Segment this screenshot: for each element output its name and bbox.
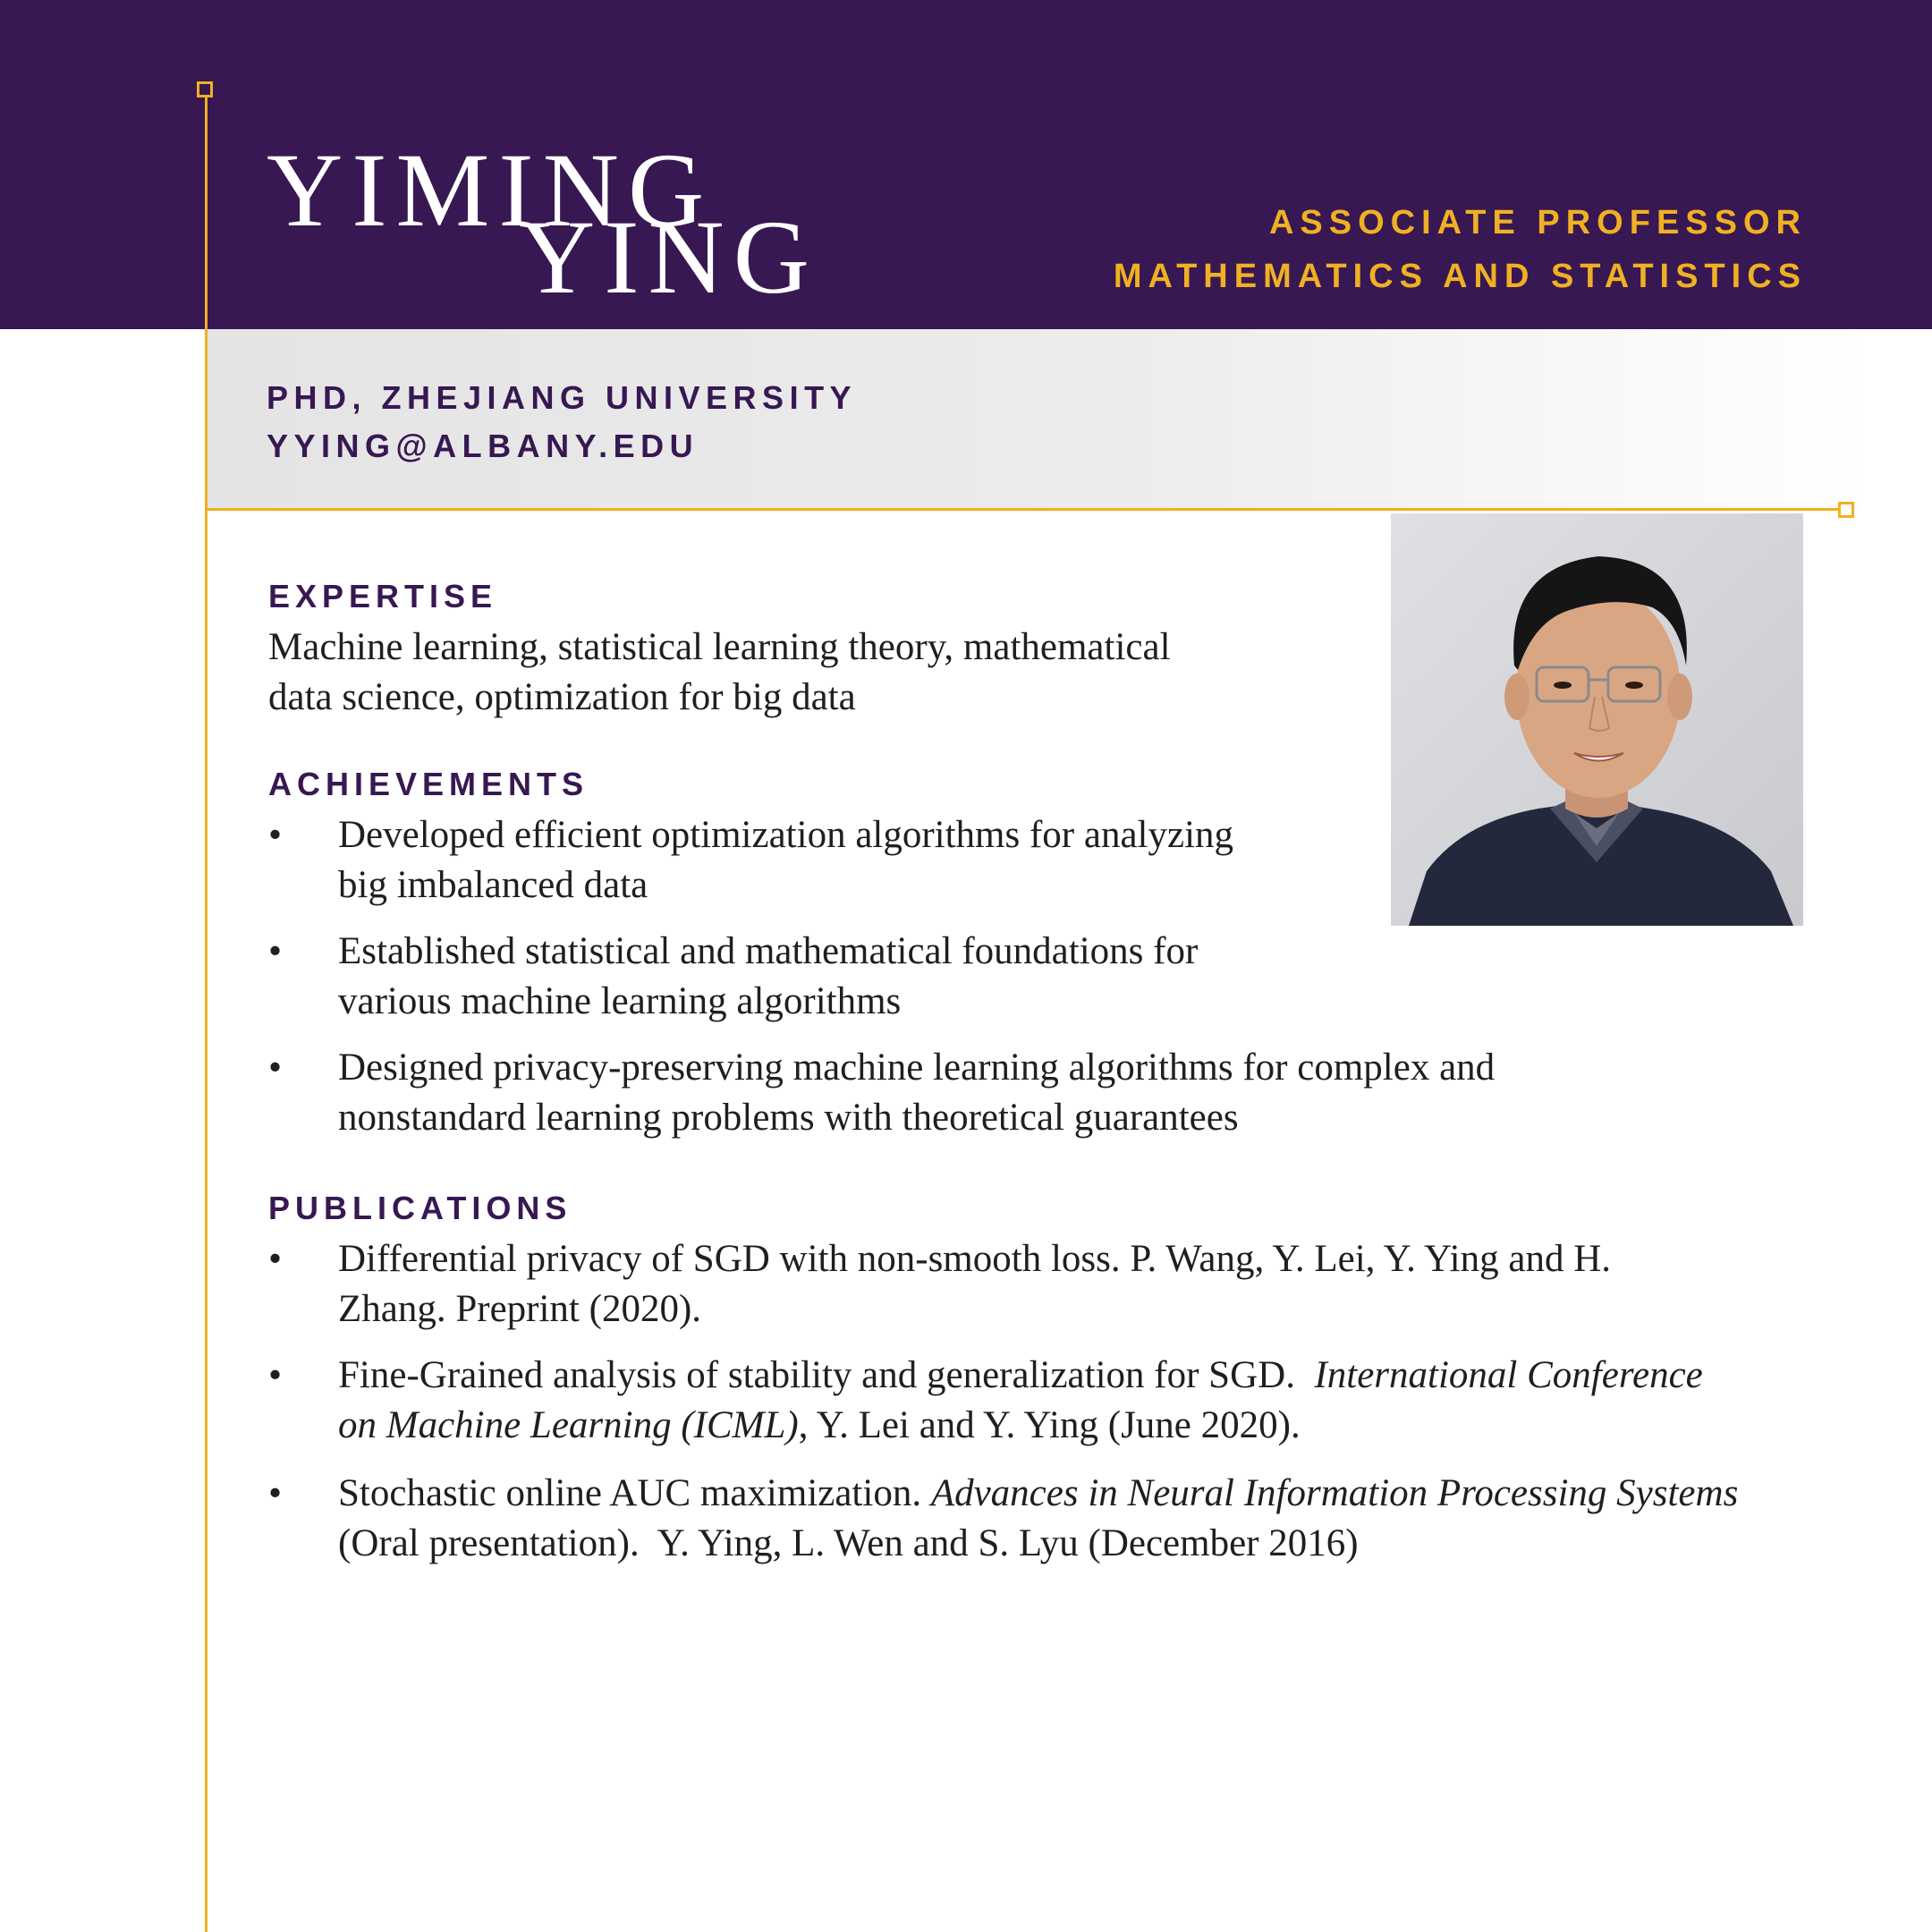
portrait-photo <box>1391 513 1803 926</box>
bullet-icon: • <box>268 1238 283 1280</box>
gold-horizontal-rule <box>205 508 1838 511</box>
achievement-item: Established statistical and mathematical foundations for various machine learning algorithms <box>338 930 1199 1022</box>
last-name: YING <box>519 199 818 316</box>
achievements-heading: ACHIEVEMENTS <box>268 766 589 802</box>
publication-item: Stochastic online AUC maximization. Advances in Neural Information Processing Systems (Oral presentation). Y. Ying, L. Wen and S. Lyu (December 2016) <box>338 1472 1739 1564</box>
first-name: YIMING <box>267 131 714 249</box>
degree: PHD, ZHEJIANG UNIVERSITY <box>267 379 858 416</box>
gold-vertical-rule <box>205 95 208 1932</box>
bullet-icon: • <box>268 1354 283 1396</box>
expertise-text: Machine learning, statistical learning theory, mathematical data science, optimization for big data <box>268 626 1171 718</box>
publication-item: Differential privacy of SGD with non-smooth loss. P. Wang, Y. Lei, Y. Ying and H. Zhang. Preprint (2020). <box>338 1238 1612 1330</box>
publications-heading: PUBLICATIONS <box>268 1190 572 1226</box>
info-band <box>206 329 1869 510</box>
job-title: ASSOCIATE PROFESSOR <box>1268 204 1807 242</box>
expertise-heading: EXPERTISE <box>268 578 498 614</box>
square-node-icon <box>1838 502 1854 518</box>
department: MATHEMATICS AND STATISTICS <box>1113 258 1807 295</box>
achievement-item: Developed efficient optimization algorithms for analyzing big imbalanced data <box>338 814 1234 906</box>
square-node-icon <box>197 81 213 97</box>
bullet-icon: • <box>268 814 283 856</box>
bullet-icon: • <box>268 930 283 972</box>
bullet-icon: • <box>268 1472 283 1514</box>
achievement-item: Designed privacy-preserving machine learning algorithms for complex and nonstandard learning problems with theoretical guarantees <box>338 1046 1496 1139</box>
email-link[interactable]: YYING@ALBANY.EDU <box>267 428 699 464</box>
publication-item: Fine-Grained analysis of stability and generalization for SGD. International Conference on Machine Learning (ICML), Y. Lei and Y. Ying (June 2020). <box>338 1354 1703 1446</box>
bullet-icon: • <box>268 1046 283 1089</box>
